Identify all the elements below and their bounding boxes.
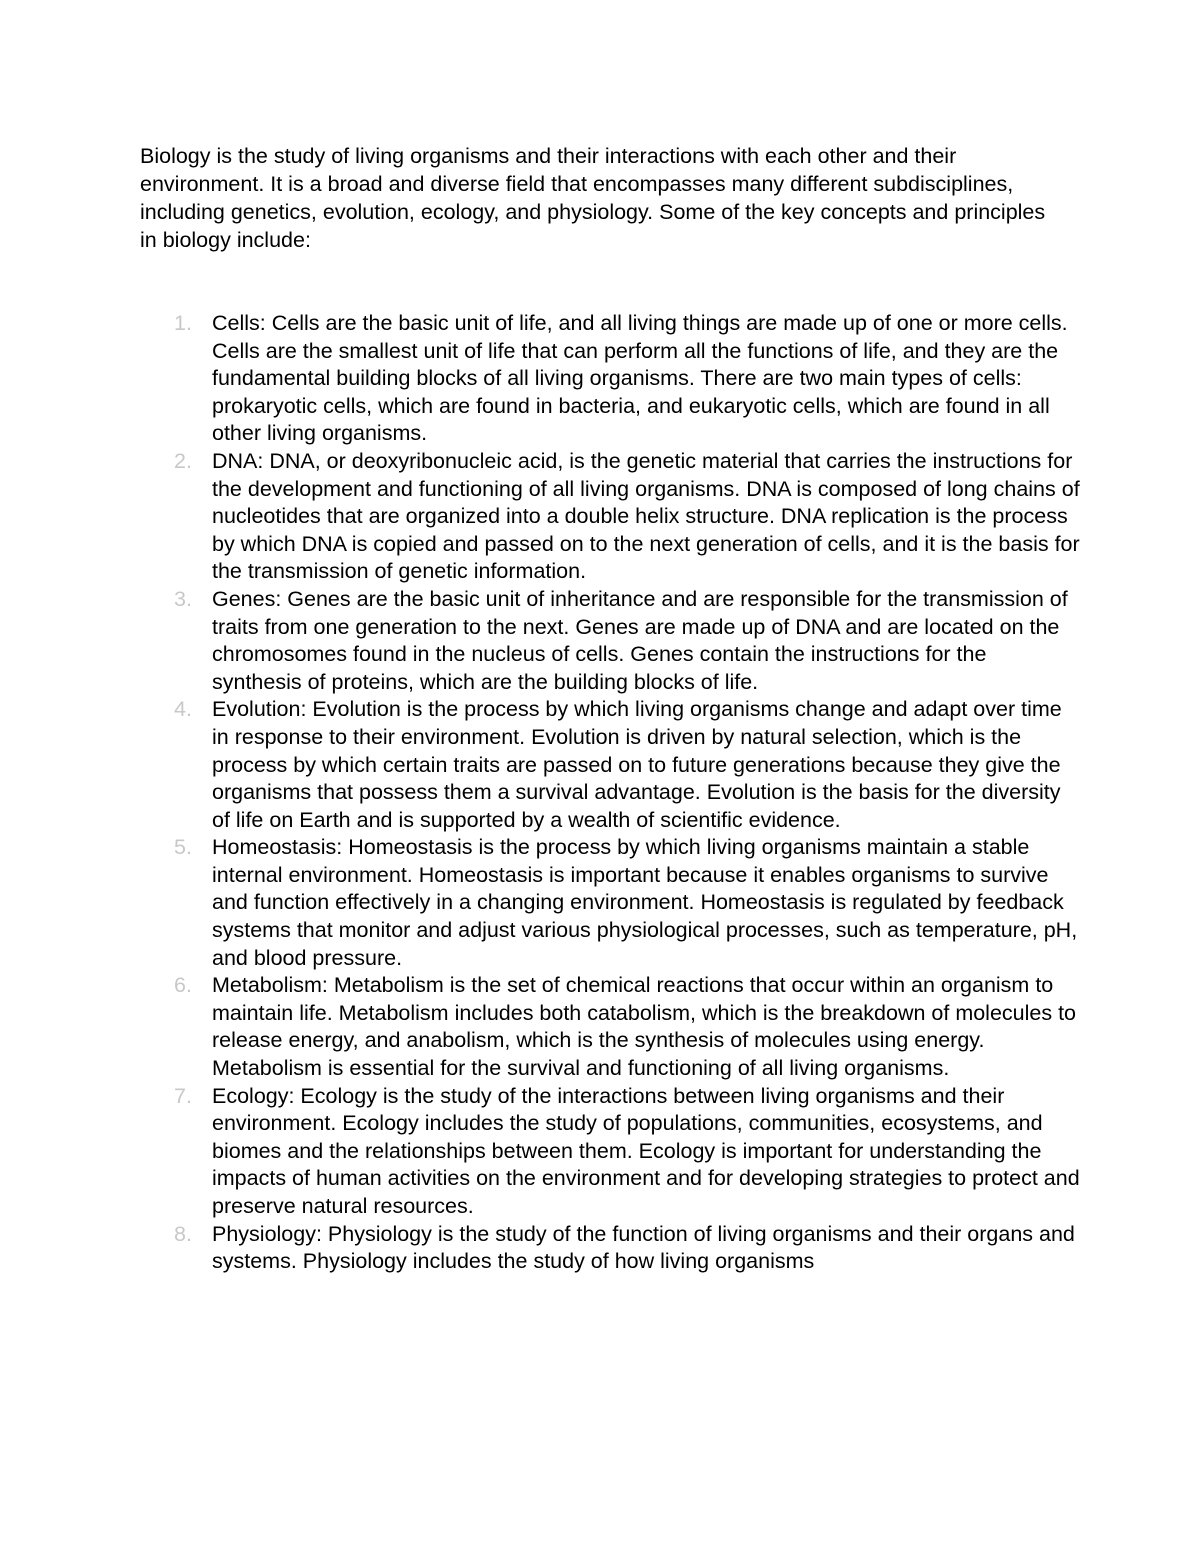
concepts-list xyxy=(140,310,1080,1276)
list-item-number: 5. xyxy=(174,835,192,860)
list-item-text: Physiology: Physiology is the study of the function of living organisms and their organs and systems. Physiology includes the study of how living organisms xyxy=(212,1221,1075,1274)
list-item xyxy=(140,1083,1080,1221)
list-item-text: Genes: Genes are the basic unit of inheritance and are responsible for the transmission of traits from one generation to the next. Genes are made up of DNA and are located on the chromosomes found in the nucleus of cells. Genes contain the instructions for the synthesis of proteins, which are the building blocks of life. xyxy=(212,586,1068,694)
list-item-text: Cells: Cells are the basic unit of life, and all living things are made up of one or more cells. Cells are the smallest unit of life that can perform all the functions of life, and they are the fundamental building blocks of all living organisms. There are two main types of cells: prokaryotic cells, which are found in bacteria, and eukaryotic cells, which are found in all other living organisms. xyxy=(212,311,1068,446)
list-item-text: Evolution: Evolution is the process by which living organisms change and adapt over time in response to their environment. Evolution is driven by natural selection, which is the process by which certain traits are passed on to future generations because they give the organisms that possess them a survival advantage. Evolution is the basis for the diversity of life on Earth and is supported by a wealth of scientific evidence. xyxy=(212,697,1062,832)
list-item-text: Homeostasis: Homeostasis is the process by which living organisms maintain a stable internal environment. Homeostasis is important because it enables organisms to survive and function effectively in a changing environment. Homeostasis is regulated by feedback systems that monitor and adjust various physiological processes, such as temperature, pH, and blood pressure. xyxy=(212,835,1078,970)
intro-paragraph: Biology is the study of living organisms and their interactions with each other and their environment. It is a broad and diverse field that encompasses many different subdisciplines, including genetics, evolution, ecology, and physiology. Some of the key concepts and principles in biology include: xyxy=(140,144,1046,252)
list-item xyxy=(140,1221,1080,1276)
list-item-text: DNA: DNA, or deoxyribonucleic acid, is the genetic material that carries the instructions for the development and functioning of all living organisms. DNA is composed of long chains of nucleotides that are organized into a double helix structure. DNA replication is the process by which DNA is copied and passed on to the next generation of cells, and it is the basis for the transmission of genetic information. xyxy=(212,448,1080,584)
list-item-number: 7. xyxy=(174,1083,192,1108)
list-item xyxy=(140,696,1080,834)
list-item-number: 4. xyxy=(174,697,192,722)
list-item-text: Metabolism: Metabolism is the set of chemical reactions that occur within an organism to maintain life. Metabolism includes both catabolism, which is the breakdown of molecules to release energy, and anabolism, which is the synthesis of molecules using energy. Metabolism is essential for the survival and functioning of all living organisms. xyxy=(212,973,1077,1081)
list-item xyxy=(140,972,1080,1082)
list-item-number: 1. xyxy=(174,311,192,335)
list-item xyxy=(140,586,1080,696)
list-item-number: 2. xyxy=(174,448,192,473)
list-item xyxy=(140,310,1080,448)
list-item xyxy=(140,448,1080,586)
list-item-number: 6. xyxy=(174,973,192,998)
list-item-number: 3. xyxy=(174,586,192,611)
list-item xyxy=(140,834,1080,972)
list-item-text: Ecology: Ecology is the study of the interactions between living organisms and their environment. Ecology includes the study of populations, communities, ecosystems, and biomes and the relationships between them. Ecology is important for understanding the impacts of human activities on the environment and for developing strategies to protect and preserve natural resources. xyxy=(212,1083,1080,1218)
list-item-number: 8. xyxy=(174,1221,192,1246)
